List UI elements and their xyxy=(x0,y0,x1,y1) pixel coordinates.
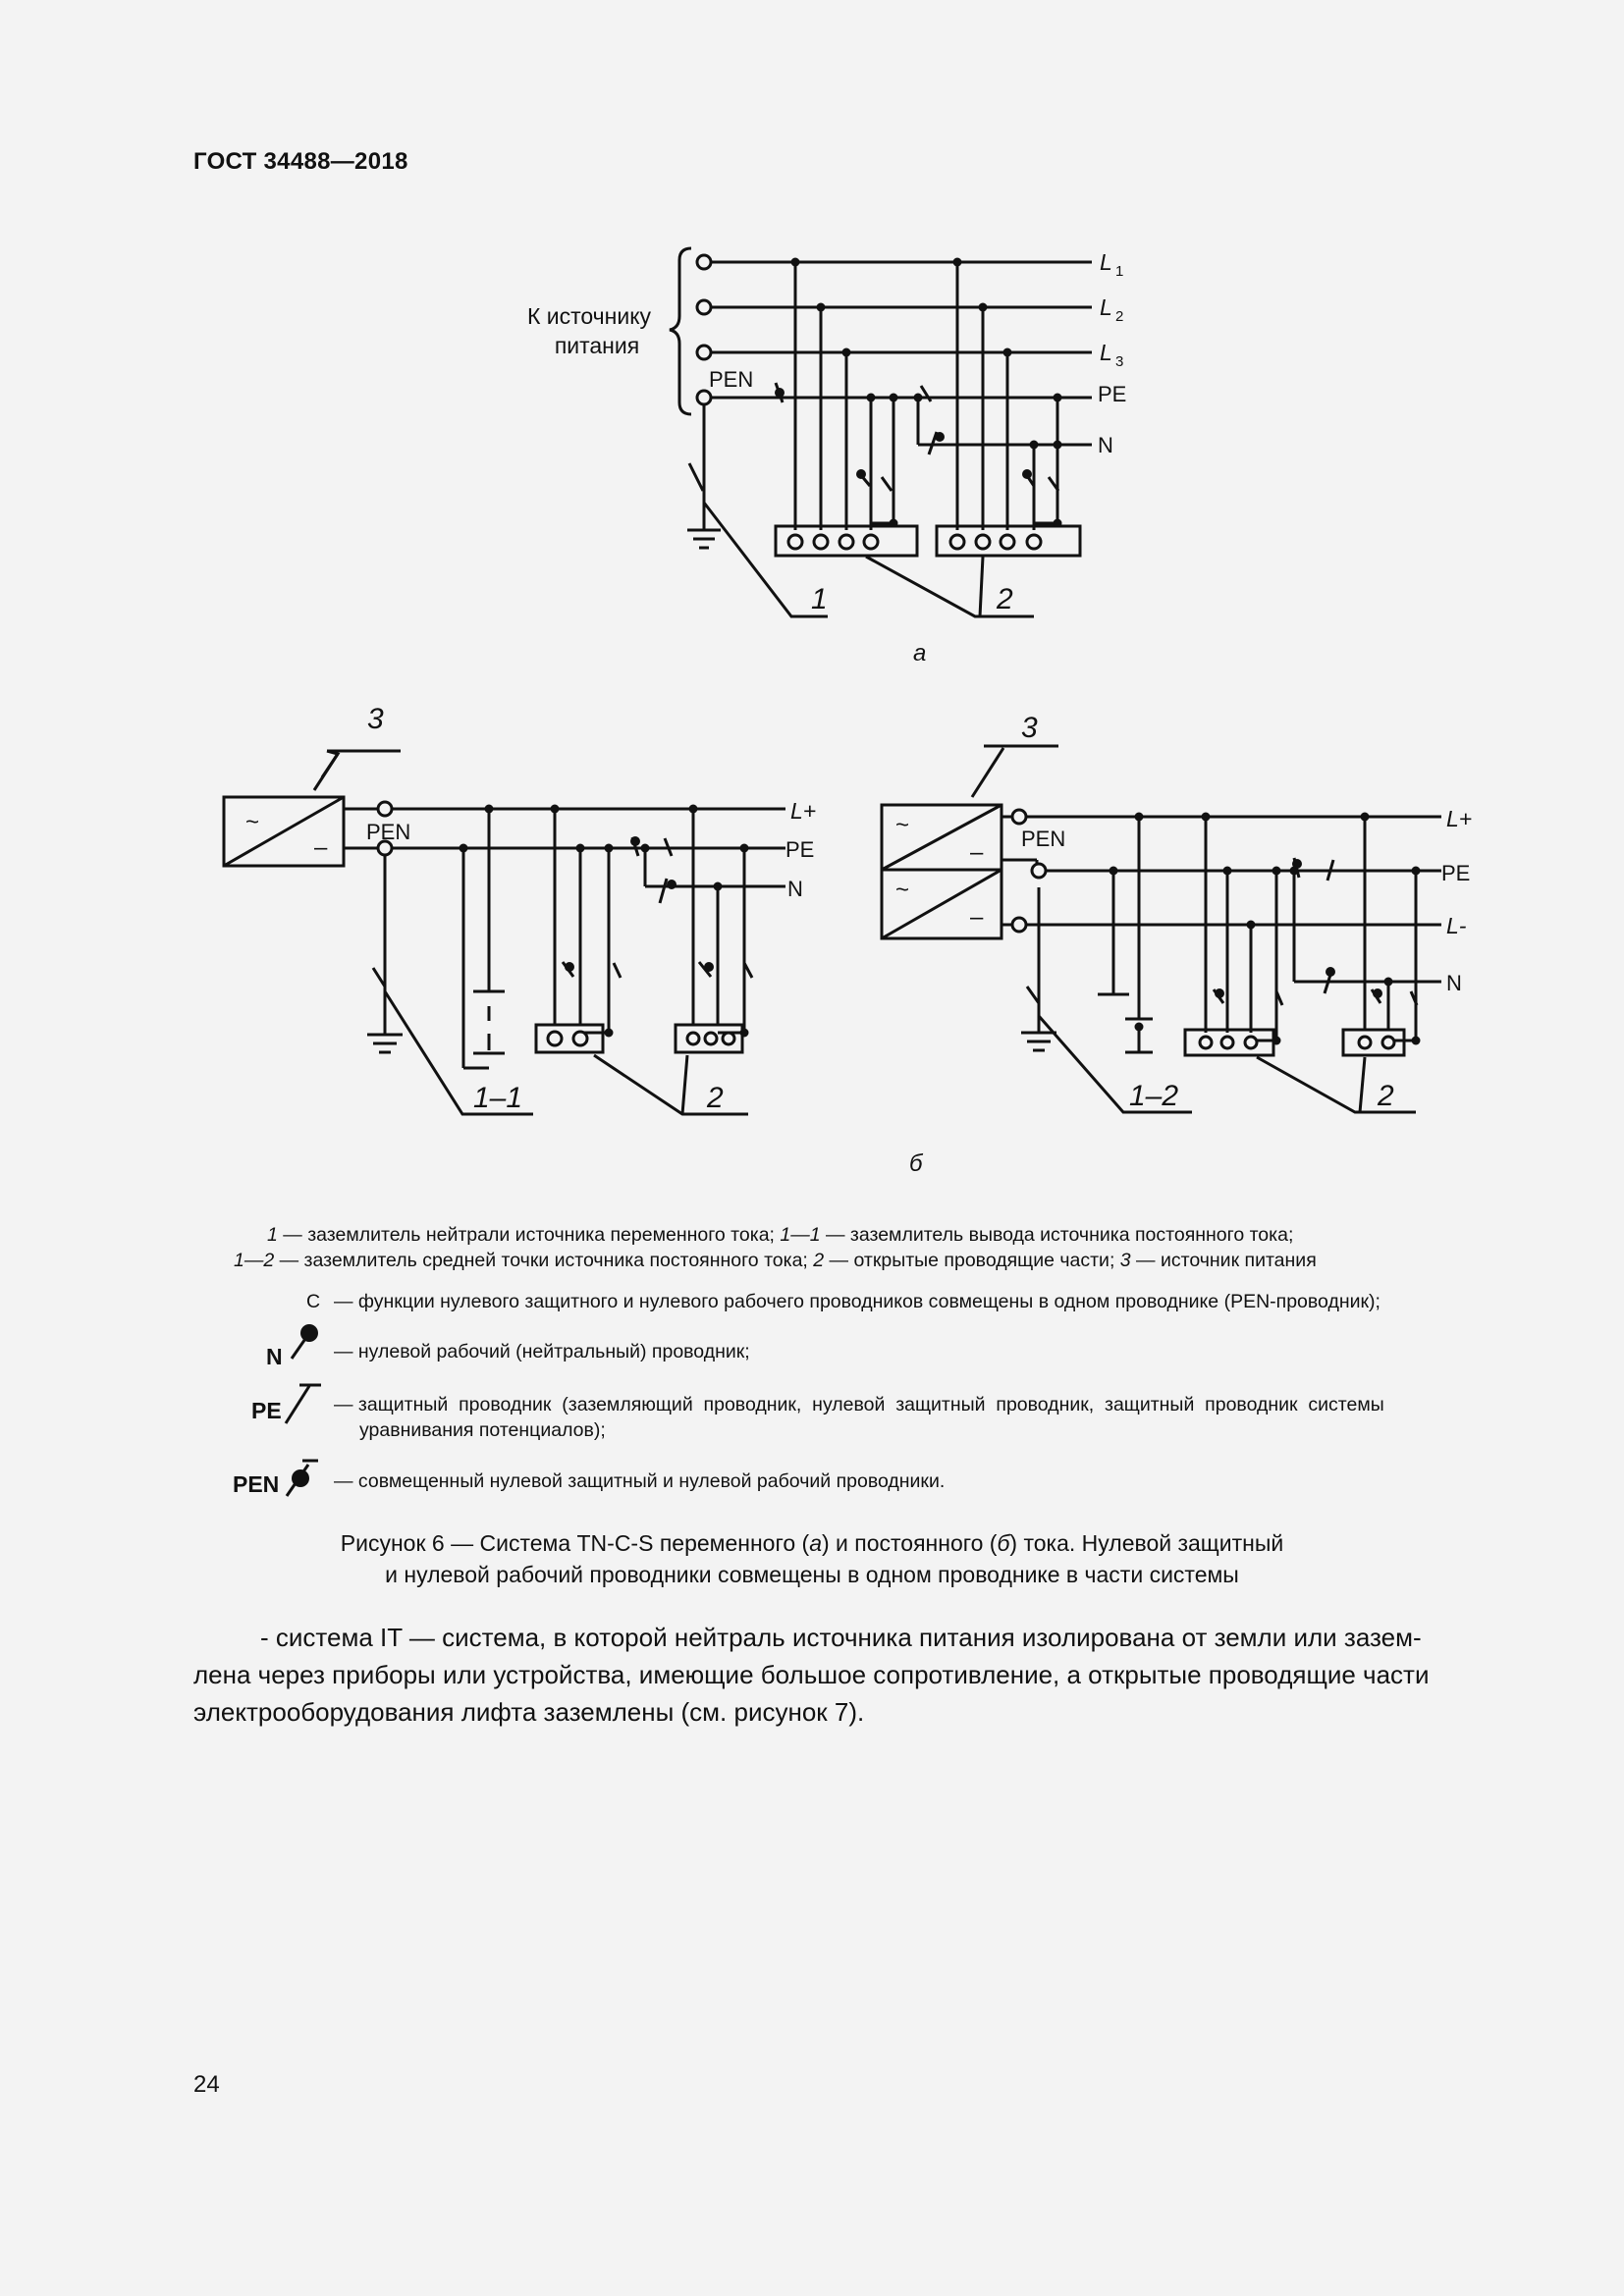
l3-label: L xyxy=(1100,340,1112,365)
source-label-line1: К источнику xyxy=(526,303,652,329)
l2-label: L xyxy=(1100,294,1112,320)
pe-label-b-left: PE xyxy=(785,837,815,862)
callout-1: 1 xyxy=(811,583,828,615)
src-ac-left: ~ xyxy=(245,809,260,835)
pen-conductor-icon xyxy=(283,1457,326,1500)
legend-num: 1 xyxy=(267,1224,278,1246)
symbol-pe-text-line1: — защитный проводник (заземляющий проводник, нулевой защитный проводник, защитный проводник системы xyxy=(334,1394,1384,1415)
callout-1-1: 1–1 xyxy=(473,1082,523,1114)
caption-b: б xyxy=(909,1150,923,1177)
callout-3-right: 3 xyxy=(1021,712,1038,744)
symbol-pe-label: PE xyxy=(251,1398,282,1423)
pen-label-b-left: PEN xyxy=(366,820,411,844)
l2-sub: 2 xyxy=(1115,308,1124,325)
pen-label-a: PEN xyxy=(709,367,754,392)
symbol-n-text: — нулевой рабочий (нейтральный) проводник; xyxy=(334,1341,750,1362)
symbol-c-text: — функции нулевого защитного и нулевого рабочего проводников совмещены в одном проводнике (PEN-проводник); xyxy=(334,1291,1380,1312)
neutral-conductor-icon xyxy=(285,1319,324,1362)
callout-2-b-right: 2 xyxy=(1378,1080,1394,1112)
symbol-pen-text: — совмещенный нулевой защитный и нулевой рабочий проводники. xyxy=(334,1470,946,1492)
n-label-a: N xyxy=(1098,433,1113,457)
pe-label-a: PE xyxy=(1098,382,1127,406)
body-line-3: электрооборудования лифта заземлены (см. рисунок 7). xyxy=(193,1697,865,1727)
callout-2-a: 2 xyxy=(997,583,1013,615)
caption-a: а xyxy=(913,640,927,667)
l1-label: L xyxy=(1100,249,1112,275)
body-line-1: - система IT — система, в которой нейтраль источника питания изолирована от земли или зазем- xyxy=(260,1623,1422,1652)
pen-label-b-right: PEN xyxy=(1021,827,1066,851)
legend-line-2: 1—2 — заземлитель средней точки источника постоянного тока; 2 — открытые проводящие части; 3 — источник питания xyxy=(234,1250,1317,1271)
src-dc-left: – xyxy=(314,834,328,861)
symbol-c-letter: С xyxy=(306,1291,321,1312)
src-dc-right-bot: – xyxy=(970,904,984,931)
document-header: ГОСТ 34488—2018 xyxy=(193,148,408,175)
page-number: 24 xyxy=(193,2071,220,2098)
n-label-b-left: N xyxy=(787,877,803,901)
callout-1-2: 1–2 xyxy=(1129,1080,1179,1112)
lplus-label-left: L+ xyxy=(790,798,817,824)
body-line-2: лена через приборы или устройства, имеющие большое сопротивление, а открытые проводящие части xyxy=(193,1660,1430,1689)
symbol-pe-text-line2: уравнивания потенциалов); xyxy=(359,1419,606,1441)
n-label-b-right: N xyxy=(1446,971,1462,995)
src-dc-right-top: – xyxy=(970,839,984,866)
figure-caption-line1: Рисунок 6 — Система TN-C-S переменного (а) и постоянного (б) тока. Нулевой защитный xyxy=(340,1530,1284,1556)
figure-caption-line2: и нулевой рабочий проводники совмещены в одном проводнике в части системы xyxy=(385,1562,1239,1587)
source-label-line2: питания xyxy=(554,333,640,358)
symbol-n-label: N xyxy=(266,1344,283,1369)
lminus-label-right: L- xyxy=(1446,913,1467,938)
callout-3-left: 3 xyxy=(367,703,384,735)
l3-sub: 3 xyxy=(1115,353,1124,370)
protective-conductor-icon xyxy=(282,1380,325,1427)
src-ac-right-top: ~ xyxy=(895,812,910,838)
l1-sub: 1 xyxy=(1115,263,1124,280)
src-ac-right-bot: ~ xyxy=(895,877,910,903)
lplus-label-right: L+ xyxy=(1446,806,1473,831)
symbol-pen-label: PEN xyxy=(233,1471,280,1497)
pe-label-b-right: PE xyxy=(1441,861,1471,885)
legend-line-1: 1 — заземлитель нейтрали источника переменного тока; 1—1 — заземлитель вывода источника постоянного тока; xyxy=(267,1224,1294,1246)
callout-2-b-left: 2 xyxy=(707,1082,724,1114)
